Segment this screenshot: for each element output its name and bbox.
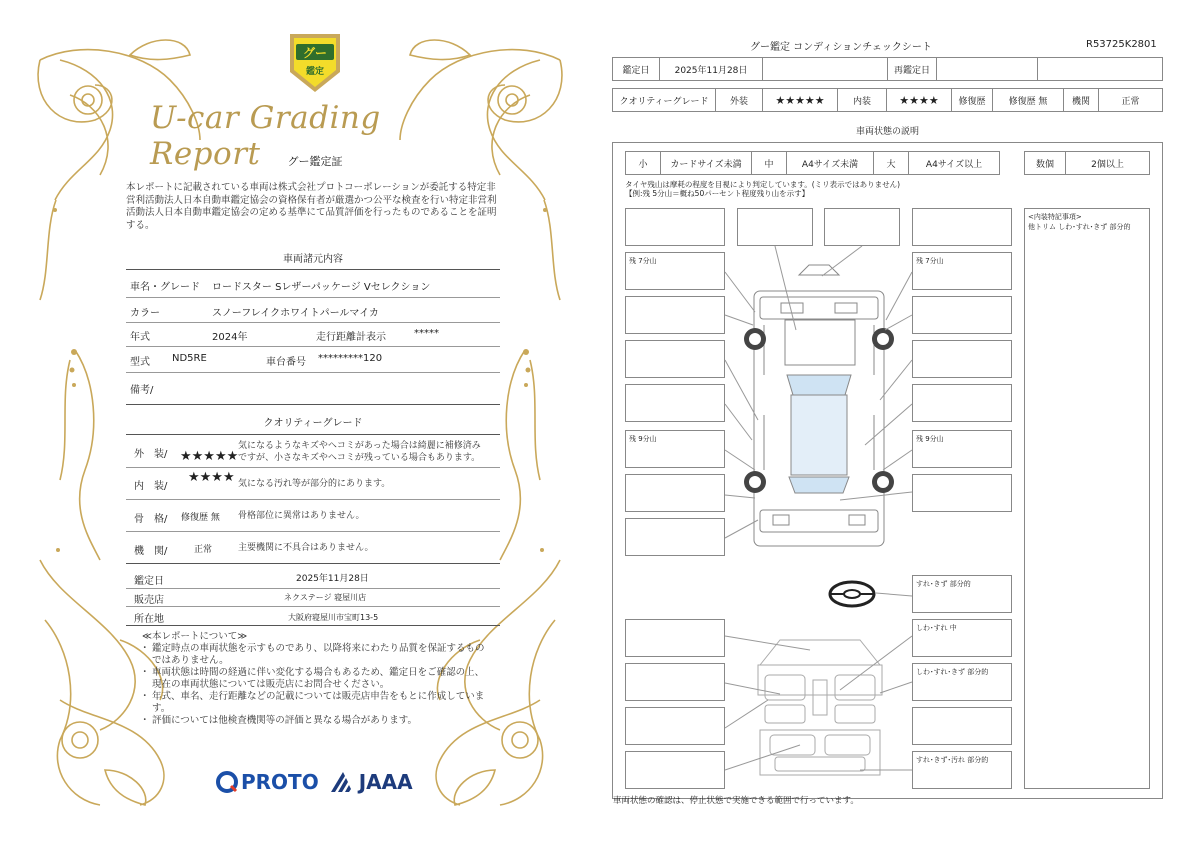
- interior-stars: ★★★★: [886, 88, 952, 112]
- interior-label: 内装: [837, 88, 887, 112]
- about-report: [140, 631, 490, 727]
- svg-text:グー: グー: [302, 46, 328, 60]
- brand-logos: [216, 770, 413, 794]
- divider: [126, 434, 500, 435]
- tire-front-right: 残 7分山: [916, 257, 944, 265]
- divider: [126, 531, 500, 532]
- sheet-title: グー鑑定 コンディションチェックシート: [750, 42, 932, 53]
- interior-label: 内 装/: [134, 481, 168, 492]
- divider: [126, 606, 500, 607]
- divider: [126, 499, 500, 500]
- interior-desc: 気になる汚れ等が部分的にあります。: [238, 479, 391, 489]
- rear-note: すれ･きず･汚れ 部分的: [916, 756, 989, 764]
- frame-label: 骨 格/: [134, 514, 168, 525]
- exterior-desc-1: 気になるようなキズやヘコミがあった場合は綺麗に補修済み: [238, 441, 481, 451]
- about-item: ・ 車両状態は時間の経過に伴い変化する場合もあるため、鑑定日をご確認の上、現在の車両状態については販売店にお問合せください。: [140, 667, 485, 690]
- jaaa-logo-icon: [329, 770, 355, 794]
- divider: [126, 563, 500, 564]
- tire-note-1: タイヤ残山は摩耗の程度を目視により判定しています。(ミリ表示ではありません): [625, 180, 901, 189]
- repair-history-label: 修復歴: [951, 88, 993, 112]
- legend-small-desc: カードサイズ未満: [660, 151, 752, 175]
- engine-desc: 主要機関に不具合はありません。: [238, 543, 374, 553]
- chassis-value: *********120: [318, 353, 383, 364]
- interior-notes-text: 他トリム しわ･すれ･きず 部分的: [1028, 223, 1131, 231]
- chassis-label: 車台番号: [266, 357, 306, 368]
- sheet-footer: 車両状態の確認は、停止状態で実施できる範囲で行っています。: [613, 796, 859, 806]
- shop-label: 販売店: [134, 595, 164, 606]
- color-value: スノーフレイクホワイトパールマイカ: [212, 308, 379, 319]
- appraisal-date-label: 鑑定日: [612, 57, 660, 81]
- quality-title: クオリティーグレード: [263, 418, 363, 429]
- certificate-intro: 本レポートに記載されている車両は株式会社プロトコーポレーションが委託する特定非営利活動法人日本自動車鑑定協会の資格保有者が厳選かつ公平な検査を行い特定非営利活動法人日本自動車鑑定協会の定める基準にて品質評価を行ったものであることを証明する。: [126, 182, 497, 231]
- appraisal-date-value: 2025年11月28日: [659, 57, 763, 81]
- tire-rear-left: 残 9分山: [629, 435, 657, 443]
- divider: [126, 297, 500, 298]
- exterior-label: 外装: [715, 88, 763, 112]
- year-label: 年式: [130, 332, 150, 343]
- about-item: ・ 評価については他検査機関等の評価と異なる場合があります。: [140, 715, 418, 726]
- exterior-stars: ★★★★★: [762, 88, 838, 112]
- exterior-label: 外 装/: [134, 449, 168, 460]
- engine-label: 機 関/: [134, 546, 168, 557]
- divider: [126, 322, 500, 323]
- quality-grade-label: クオリティーグレード: [612, 88, 716, 112]
- car-name-value: ロードスター Sレザーパッケージ Vセレクション: [212, 282, 431, 293]
- seats-note: しわ･すれ･きず 部分的: [916, 668, 989, 676]
- specs-title: 車両諸元内容: [283, 254, 343, 265]
- report-id: R53725K2801: [1086, 39, 1157, 50]
- legend-count-desc: 2個以上: [1065, 151, 1150, 175]
- model-value: ND5RE: [172, 353, 207, 364]
- frame-value: 修復歴 無: [181, 513, 220, 523]
- interior-stars: ★★★★: [188, 470, 235, 485]
- jaaa-brand: JAAA: [358, 770, 413, 794]
- dashboard-note: しわ･すれ 中: [916, 624, 957, 632]
- frame-desc: 骨格部位に異常はありません。: [238, 511, 365, 521]
- shop-value: ネクステージ 寝屋川店: [284, 593, 367, 602]
- divider: [126, 404, 500, 405]
- about-item: ・ 年式、車名、走行距離などの記載については販売店申告をもとに作成しています。: [140, 691, 485, 714]
- legend-count: 数個: [1024, 151, 1066, 175]
- model-label: 型式: [130, 357, 150, 368]
- engine-label: 機関: [1063, 88, 1099, 112]
- legend-medium: 中: [751, 151, 787, 175]
- remarks-label: 備考/: [130, 385, 154, 396]
- leader-lines: [600, 0, 1200, 848]
- about-heading: ≪本レポートについて≫: [142, 631, 248, 642]
- certificate-title: グー鑑定証: [287, 155, 343, 168]
- condition-check-sheet: [600, 0, 1200, 848]
- interior-notes-title: <内装特記事項>: [1028, 213, 1082, 221]
- divider: [126, 625, 500, 626]
- reappraisal-date-label: 再鑑定日: [887, 57, 937, 81]
- exterior-stars: ★★★★★: [180, 449, 239, 464]
- year-value: 2024年: [212, 332, 248, 343]
- engine-value: 正常: [194, 545, 213, 555]
- proto-logo-icon: [216, 771, 238, 793]
- color-label: カラー: [130, 308, 160, 319]
- divider: [126, 372, 500, 373]
- steering-note: すれ･きず 部分的: [916, 580, 971, 588]
- legend-large-desc: A4サイズ以上: [908, 151, 1000, 175]
- mileage-label: 走行距離計表示: [316, 332, 386, 343]
- car-name-label: 車名・グレード: [130, 282, 200, 293]
- condition-title: 車両状態の説明: [612, 119, 1163, 143]
- address-label: 所在地: [134, 614, 164, 625]
- divider: [126, 269, 500, 270]
- address-value: 大阪府寝屋川市宝町13-5: [288, 613, 379, 622]
- goo-appraisal-logo: [286, 30, 344, 94]
- legend-medium-desc: A4サイズ未満: [786, 151, 874, 175]
- u-car-grading-report-title: U-car Grading Report: [150, 100, 381, 172]
- repair-history-value: 修復歴 無: [992, 88, 1064, 112]
- legend-large: 大: [873, 151, 909, 175]
- svg-text:鑑定: 鑑定: [305, 67, 325, 77]
- legend-small: 小: [625, 151, 661, 175]
- appraisal-date-value: 2025年11月28日: [296, 574, 369, 584]
- about-item: ・ 鑑定時点の車両状態を示すものであり、以降将来にわたり品質を保証するものではありません。: [140, 643, 485, 666]
- tire-note-2: 【例:残 5分山＝概ね50パーセント程度残り山を示す】: [625, 189, 810, 198]
- tire-rear-right: 残 9分山: [916, 435, 944, 443]
- divider: [126, 346, 500, 347]
- divider: [126, 467, 500, 468]
- proto-brand: PROTO: [241, 770, 319, 794]
- appraisal-date-label: 鑑定日: [134, 576, 164, 587]
- engine-value: 正常: [1098, 88, 1163, 112]
- mileage-value: *****: [414, 328, 439, 339]
- exterior-desc-2: ですが、小さなキズやヘコミが残っている場合もあります。: [238, 453, 481, 463]
- divider: [126, 588, 500, 589]
- tire-front-left: 残 7分山: [629, 257, 657, 265]
